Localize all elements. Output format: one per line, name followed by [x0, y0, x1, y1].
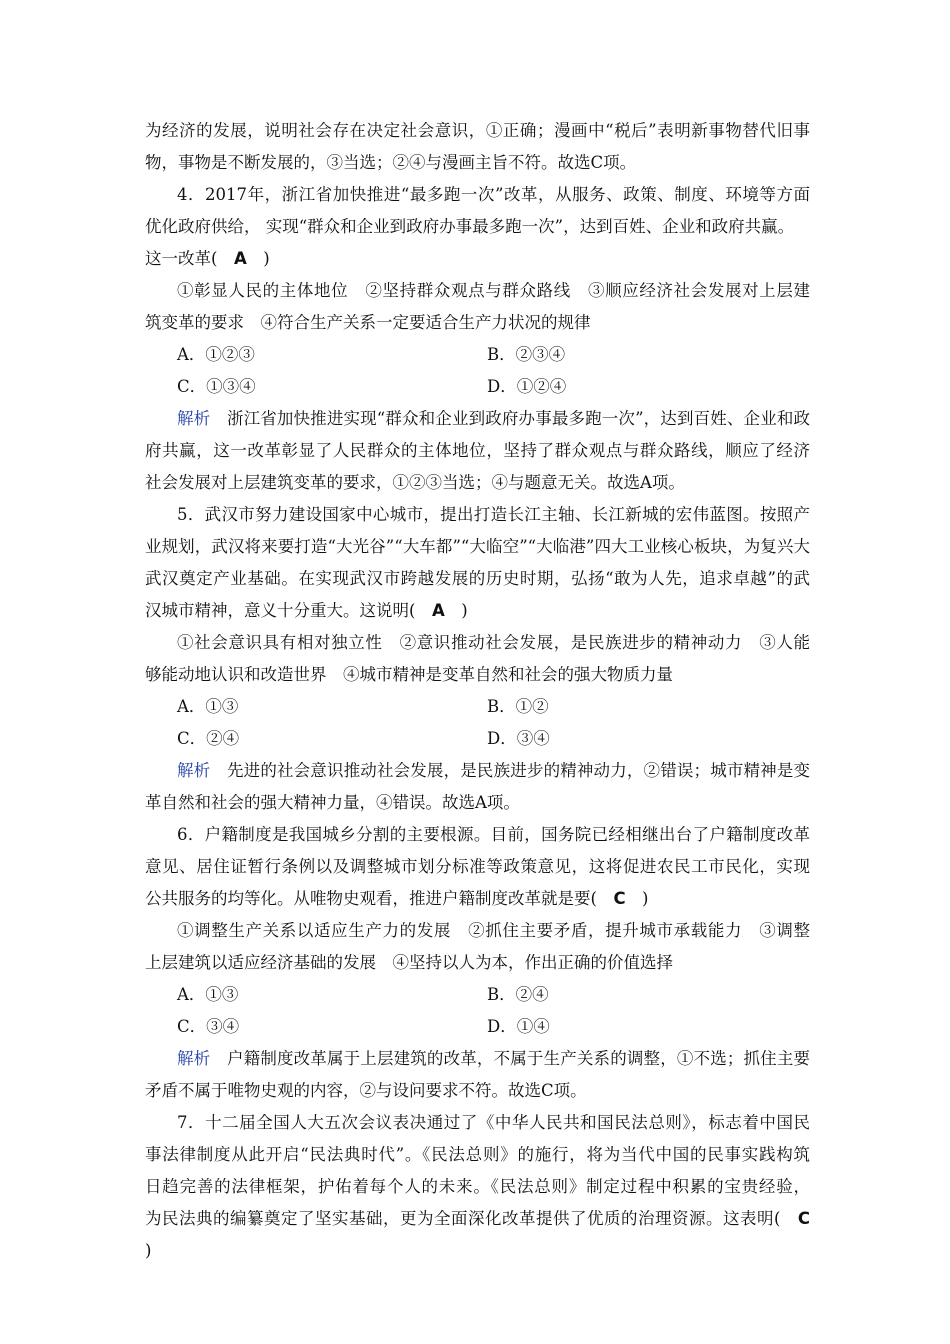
q5-analysis-line: 革自然和社会的强大精神力量，④错误。故选A项。 — [145, 793, 520, 812]
q4-option-c: C．①③④ — [177, 377, 256, 396]
analysis-continuation-line: 物，事物是不断发展的，③当选；②④与漫画主旨不符。故选C项。 — [145, 153, 637, 172]
q4-stem-close: ) — [246, 249, 270, 268]
q6-statements-line: 上层建筑以适应经济基础的发展 ④坚持以人为本，作出正确的价值选择 — [145, 953, 673, 972]
q4-option-d: D．①②④ — [487, 377, 567, 396]
q6-stem-close: ) — [625, 889, 649, 908]
q5-analysis-text: 先进的社会意识推动社会发展，是民族进步的精神动力，②错误；城市精神是变 — [210, 761, 810, 780]
q7-stem-text: 为民法典的编纂奠定了坚实基础，更为全面深化改革提供了优质的治理资源。这表明( — [145, 1209, 798, 1228]
q5-stem-line — [145, 596, 810, 626]
q6-option-a: A．①③ — [177, 985, 239, 1004]
q7-answer: C — [797, 1209, 810, 1228]
q6-option-c: C．③④ — [177, 1017, 240, 1036]
q6-option-d: D．①④ — [487, 1017, 550, 1036]
q5-option-b: B．①② — [487, 697, 549, 716]
q6-option-b: B．②④ — [487, 985, 549, 1004]
q4-stem-line: 4．2017年，浙江省加快推进“最多跑一次”改革，从服务、政策、制度、环境等方面 — [177, 185, 810, 204]
analysis-label: 解析 — [177, 761, 211, 780]
q5-option-d: D．③④ — [487, 729, 550, 748]
q5-option-a: A．①③ — [177, 697, 239, 716]
q7-stem-line: 日趋完善的法律框架，护佑着每个人的未来。《民法总则》制定过程中积累的宝贵经验， — [145, 1177, 810, 1196]
q6-stem-line: 6．户籍制度是我国城乡分割的主要根源。目前，国务院已经相继出台了户籍制度改革 — [177, 825, 810, 844]
analysis-label: 解析 — [177, 1049, 211, 1068]
q5-answer: A — [431, 601, 445, 620]
q7-stem-line: 事法律制度从此开启“民法典时代”。《民法总则》的施行，将为当代中国的民事实践构筑 — [145, 1145, 810, 1164]
q4-stem-text: 这一改革( — [145, 249, 234, 268]
q5-analysis-line — [177, 756, 810, 786]
q6-stem-text: 公共服务的均等化。从唯物史观看，推进户籍制度改革就是要( — [145, 889, 614, 908]
q4-stem-line: 优化政府供给， 实现“群众和企业到政府办事最多跑一次”，达到百姓、企业和政府共赢。 — [145, 217, 795, 236]
q6-stem-line — [145, 884, 810, 914]
q4-answer: A — [233, 249, 247, 268]
q4-analysis-line — [177, 404, 810, 434]
q5-statements-line: ①社会意识具有相对独立性 ②意识推动社会发展，是民族进步的精神动力 ③人能 — [177, 633, 810, 652]
q5-statements-line: 够能动地认识和改造世界 ④城市精神是变革自然和社会的强大物质力量 — [145, 665, 673, 684]
q5-stem-line: 武汉奠定产业基础。在实现武汉市跨越发展的历史时期，弘扬“敢为人先，追求卓越”的武 — [145, 569, 810, 588]
q6-statements-line: ①调整生产关系以适应生产力的发展 ②抓住主要矛盾，提升城市承载能力 ③调整 — [177, 921, 810, 940]
q4-analysis-line: 府共赢，这一改革彰显了人民群众的主体地位，坚持了群众观点与群众路线，顺应了经济 — [145, 441, 810, 460]
q6-analysis-text: 户籍制度改革属于上层建筑的改革，不属于生产关系的调整，①不选；抓住主要 — [210, 1049, 810, 1068]
analysis-label: 解析 — [177, 409, 211, 428]
q6-analysis-line: 矛盾不属于唯物史观的内容，②与设问要求不符。故选C项。 — [145, 1081, 587, 1100]
q4-statements-line: ①彰显人民的主体地位 ②坚持群众观点与群众路线 ③顺应经济社会发展对上层建 — [177, 281, 810, 300]
q7-stem-close: ) — [145, 1241, 152, 1260]
q4-statements-line: 筑变革的要求 ④符合生产关系一定要适合生产力状况的规律 — [145, 313, 591, 332]
q5-stem-close: ) — [444, 601, 468, 620]
q7-stem-line — [145, 1204, 810, 1234]
q4-option-b: B．②③④ — [487, 345, 566, 364]
analysis-continuation-line: 为经济的发展，说明社会存在决定社会意识，①正确；漫画中“税后”表明新事物替代旧事 — [145, 121, 810, 140]
q6-analysis-line — [177, 1044, 810, 1074]
q5-stem-line: 5．武汉市努力建设国家中心城市，提出打造长江主轴、长江新城的宏伟蓝图。按照产 — [177, 505, 810, 524]
q4-analysis-line: 社会发展对上层建筑变革的要求，①②③当选；④与题意无关。故选A项。 — [145, 473, 685, 492]
q5-option-c: C．②④ — [177, 729, 240, 748]
q5-stem-line: 业规划，武汉将来要打造“大光谷”“大车都”“大临空”“大临港”四大工业核心板块，为复兴大 — [145, 537, 810, 556]
q4-option-a: A．①②③ — [177, 345, 255, 364]
q4-stem-line — [145, 244, 810, 274]
q5-stem-text: 汉城市精神，意义十分重大。这说明( — [145, 601, 432, 620]
q6-answer: C — [613, 889, 626, 908]
q7-stem-line: 7．十二届全国人大五次会议表决通过了《中华人民共和国民法总则》，标志着中国民 — [177, 1113, 810, 1132]
q6-stem-line: 意见、居住证暂行条例以及调整城市划分标准等政策意见，这将促进农民工市民化，实现 — [145, 857, 810, 876]
q4-analysis-text: 浙江省加快推进实现“群众和企业到政府办事最多跑一次”，达到百姓、企业和政 — [210, 409, 810, 428]
